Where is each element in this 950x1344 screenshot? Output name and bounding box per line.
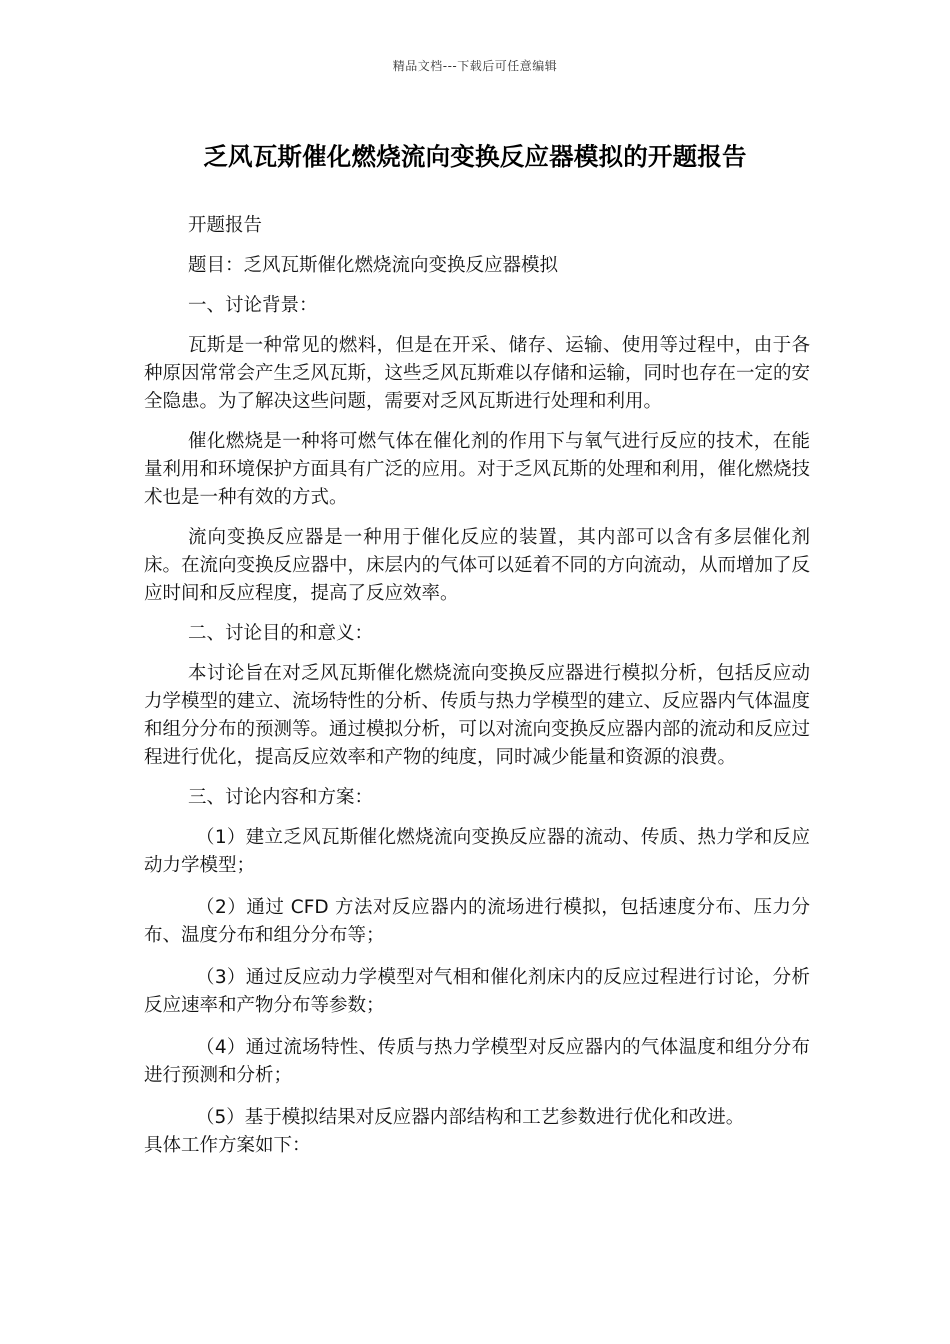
section-heading-purpose: 二、讨论目的和意义：: [188, 623, 374, 644]
content-item-2: （2）通过 CFD 方法对反应器内的流场进行模拟，包括速度分布、压力分布、温度分布和组分分布等；: [144, 897, 810, 946]
document-body: [144, 212, 810, 1172]
paragraph-background-gas: 瓦斯是一种常见的燃料，但是在开采、储存、运输、使用等过程中，由于各种原因常常会产生乏风瓦斯，这些乏风瓦斯难以存储和运输，同时也存在一定的安全隐患。为了解决这些问题，需要对乏风瓦斯进行处理和利用。: [144, 335, 811, 412]
paragraph-report-label: 开题报告: [188, 215, 263, 236]
document-title: 乏风瓦斯催化燃烧流向变换反应器模拟的开题报告: [203, 142, 747, 171]
content-item-1: （1）建立乏风瓦斯催化燃烧流向变换反应器的流动、传质、热力学和反应动力学模型；: [144, 827, 810, 876]
section-heading-content: 三、讨论内容和方案：: [188, 787, 374, 808]
paragraph-background-reactor: 流向变换反应器是一种用于催化反应的装置，其内部可以含有多层催化剂床。在流向变换反应器中，床层内的气体可以延着不同的方向流动，从而增加了反应时间和反应程度，提高了反应效率。: [144, 527, 811, 604]
content-item-5: （5）基于模拟结果对反应器内部结构和工艺参数进行优化和改进。: [196, 1107, 745, 1128]
paragraph-background-catalytic: 催化燃烧是一种将可燃气体在催化剂的作用下与氧气进行反应的技术，在能量利用和环境保护方面具有广泛的应用。对于乏风瓦斯的处理和利用，催化燃烧技术也是一种有效的方式。: [144, 431, 811, 508]
paragraph-topic: 题目：乏风瓦斯催化燃烧流向变换反应器模拟: [188, 255, 559, 276]
paragraph-work-plan: 具体工作方案如下：: [144, 1135, 311, 1156]
page-header-note: 精品文档---下载后可任意编辑: [392, 59, 558, 73]
content-item-3: （3）通过反应动力学模型对气相和催化剂床内的反应过程进行讨论，分析反应速率和产物分布等参数；: [144, 967, 810, 1016]
section-heading-background: 一、讨论背景：: [188, 295, 318, 316]
content-item-4: （4）通过流场特性、传质与热力学模型对反应器内的气体温度和组分分布进行预测和分析；: [144, 1037, 810, 1086]
paragraph-purpose: 本讨论旨在对乏风瓦斯催化燃烧流向变换反应器进行模拟分析，包括反应动力学模型的建立、流场特性的分析、传质与热力学模型的建立、反应器内气体温度和组分分布的预测等。通过模拟分析，可以对流向变换反应器内部的流动和反应过程进行优化，提高反应效率和产物的纯度，同时减少能量和资源的浪费。: [144, 663, 811, 768]
